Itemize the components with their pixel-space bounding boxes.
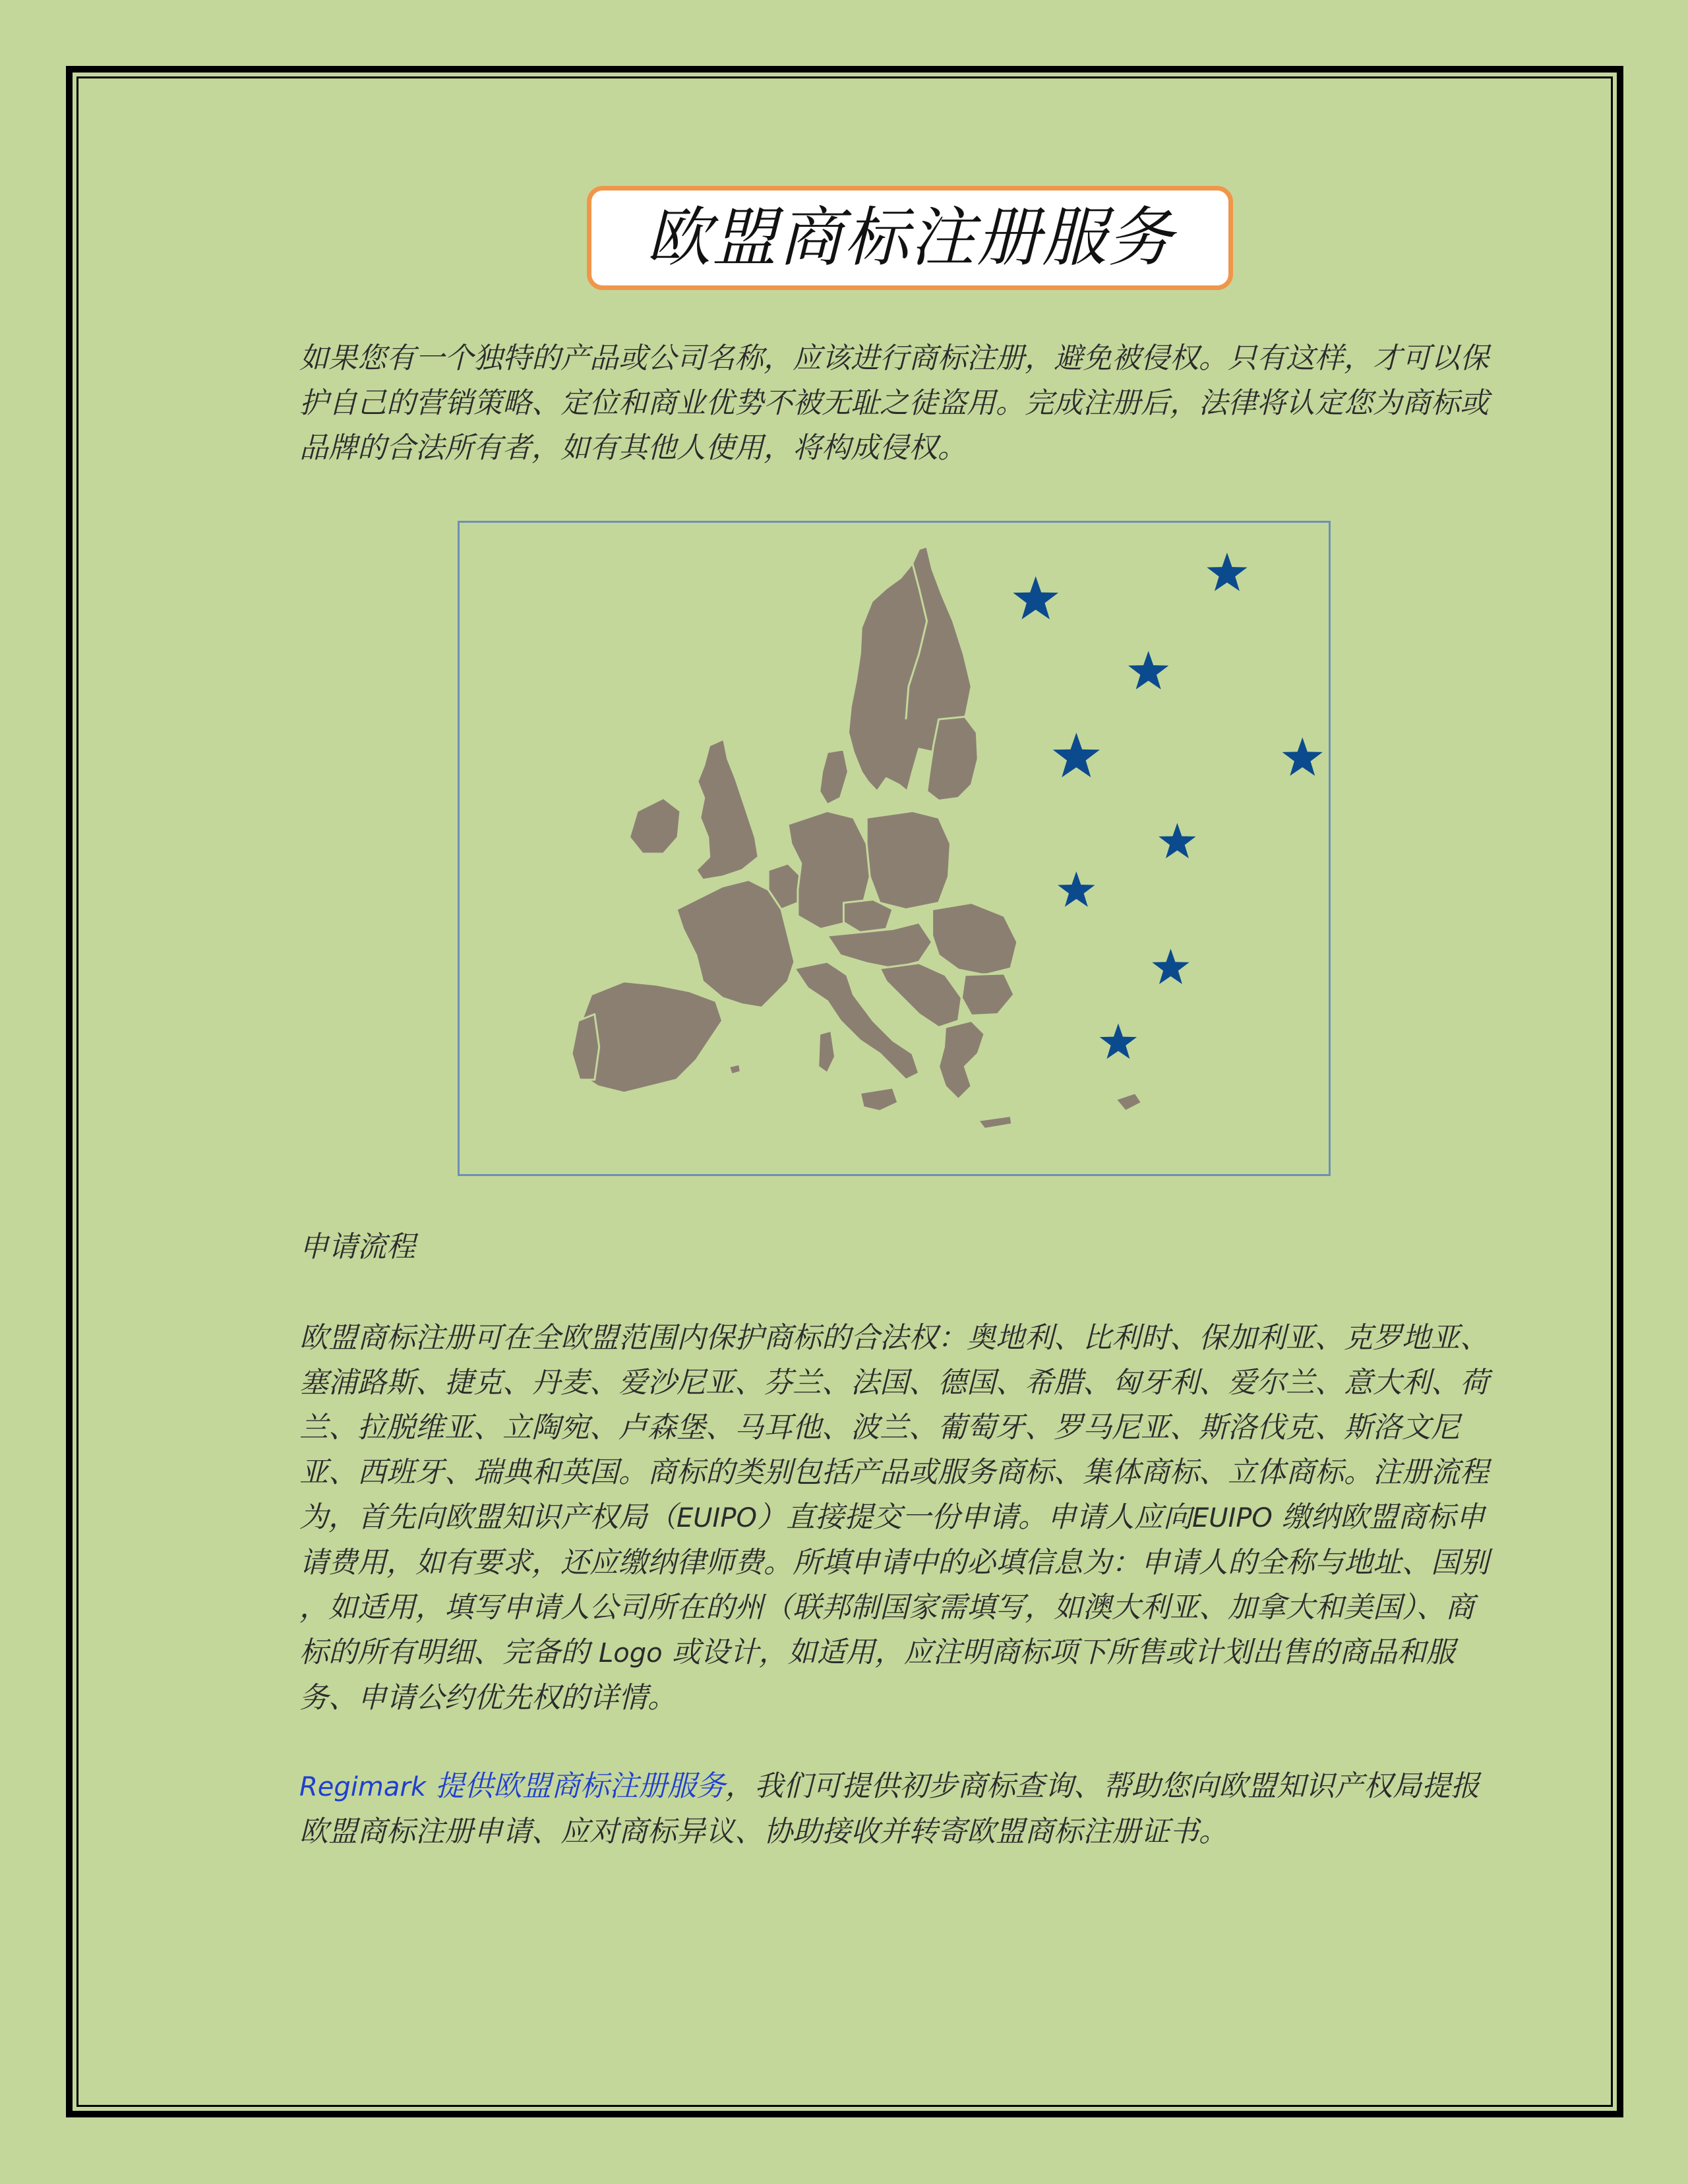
map-ireland — [629, 798, 680, 853]
star-icon — [1100, 1023, 1137, 1059]
star-icon — [1053, 732, 1100, 777]
page-title: 欧盟商标注册服务 — [646, 200, 1174, 276]
logo-word: Logo — [599, 1638, 663, 1668]
eu-trademark-service-link[interactable]: 提供欧盟商标注册服务 — [435, 1769, 725, 1803]
process-paragraph — [299, 1316, 1493, 1721]
eu-stars — [1013, 552, 1323, 1059]
intro-paragraph: 如果您有一个独特的产品或公司名称，应该进行商标注册，避免被侵权。只有这样，才可以保护自己的营销策略、定位和商业优势不被无耻之徒盗用。完成注册后，法律将认定您为商标或品牌的合法所有者，如有其他人使用，将构成侵权。 — [299, 341, 1489, 465]
map-portugal — [572, 1014, 599, 1079]
eu-map-figure — [458, 521, 1331, 1176]
map-sicily — [860, 1088, 898, 1111]
process-text-3: 缴纳欧盟商标申请费用，如有要求，还应缴纳律师费。所填申请中的必填信息为：申请人的全称与地址、国别 ，如适用，填写申请人公司所在的州（联邦制国家需填写，如澳大利亚、加拿大和美国）、商标的所有明细、完备的 — [299, 1500, 1489, 1669]
map-bulgaria — [961, 974, 1014, 1016]
process-text-1: 欧盟商标注册可在全欧盟范围内保护商标的合法权：奥地利、比利时、保加利亚、克罗地亚、塞浦路斯、捷克、丹麦、爱沙尼亚、芬兰、法国、德国、希腊、匈牙利、爱尔兰、意大利、荷兰、拉脱维亚、立陶宛、卢森堡、马耳他、波兰、葡萄牙、罗马尼亚、斯洛伐克、斯洛文尼亚、西班牙、瑞典和英国。商标的类别包括产品或服务商标、集体商标、立体商标。注册流程为，首先向欧盟知识产权局（ — [299, 1321, 1489, 1534]
euipo-abbrev-2: EUIPO — [1191, 1503, 1273, 1533]
euipo-abbrev-1: EUIPO — [677, 1503, 757, 1533]
star-icon — [1128, 651, 1168, 689]
process-text-2: ）直接提交一份申请。申请人应向 — [756, 1500, 1192, 1534]
map-sardinia — [818, 1030, 835, 1073]
map-great-britain — [696, 739, 758, 880]
map-greece — [939, 1020, 985, 1099]
map-balearic — [729, 1064, 741, 1075]
star-icon — [1207, 552, 1247, 591]
map-poland — [866, 811, 950, 909]
map-denmark — [820, 750, 849, 804]
service-paragraph — [299, 1764, 1493, 1854]
star-icon — [1159, 823, 1195, 858]
title-banner — [587, 186, 1233, 290]
star-icon — [1013, 576, 1058, 619]
process-text-4: 或设计，如适用，应注明商标项下所售或计划出售的商品和服务、申请公约优先权的详情。 — [299, 1636, 1455, 1715]
section-heading: 申请流程 — [299, 1230, 415, 1264]
star-icon — [1152, 949, 1189, 984]
map-balkans — [880, 963, 961, 1027]
star-icon — [1058, 871, 1095, 907]
service-text: ，我们可提供初步商标查询、帮助您向欧盟知识产权局提报欧盟商标注册申请、应对商标异议、协助接收并转寄欧盟商标注册证书。 — [299, 1769, 1480, 1848]
map-cyprus — [1116, 1093, 1142, 1111]
map-romania — [932, 902, 1017, 974]
map-austria-hungary — [828, 922, 932, 968]
star-icon — [1282, 738, 1323, 776]
map-crete — [978, 1116, 1012, 1129]
regimark-brand-link[interactable]: Regimark — [299, 1772, 426, 1802]
eu-map-illustration — [460, 523, 1329, 1174]
